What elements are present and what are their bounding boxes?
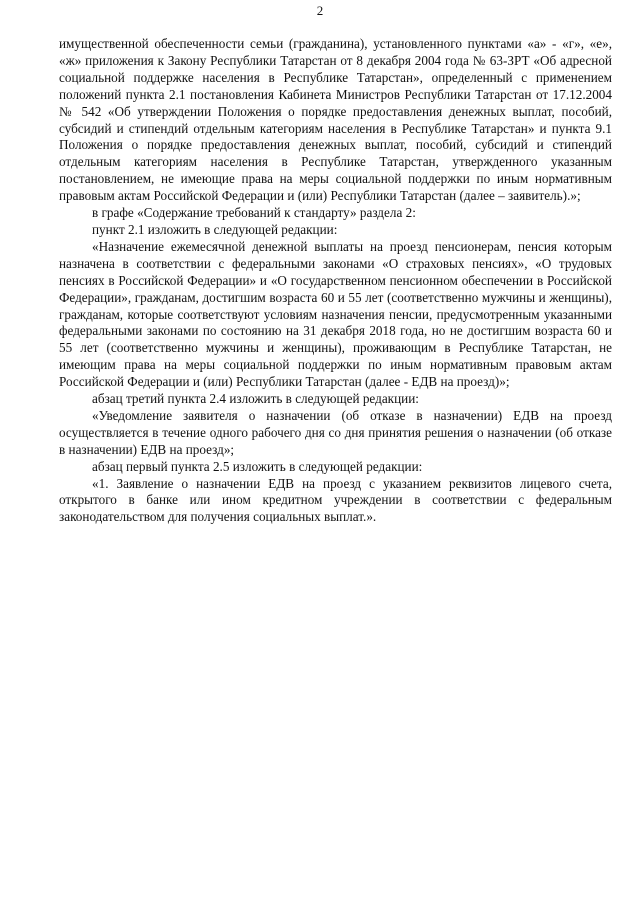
paragraph-item-2-4-text: «Уведомление заявителя о назначении (об отказе в назначении) ЕДВ на проезд осуществляется в течение одного рабочего дня со дня принятия решения о назначении (об отказе в назначении) ЕДВ на проезд»; [59,407,612,457]
paragraph-item-2-4-intro: абзац третий пункта 2.4 изложить в следующей редакции: [92,391,419,407]
paragraph-item-2-1-intro: пункт 2.1 изложить в следующей редакции: [92,221,338,237]
paragraph-item-2-5-intro: абзац первый пункта 2.5 изложить в следующей редакции: [92,458,423,474]
paragraph-item-2-1-text: «Назначение ежемесячной денежной выплаты на проезд пенсионерам, пенсия которым назначена в соответствии с федеральными законами «О страховых пенсиях», «О трудовых пенсиях в Российской Федерации» и «О государственном пенсионном обеспечении в Российской Федерации», гражданам, достигшим возраста 60 и 55 лет (соответственно мужчины и женщины), гражданам, которые соответствуют условиям назначения пенсии, предусмотренным указанными федеральными законами по состоянию на 31 декабря 2018 года, но не достигшим возраста 60 и 55 лет (соответственно мужчины и женщины), проживающим в Республике Татарстан, не имеющим права на меры социальной поддержки по иным нормативным правовым актам Российской Федерации и (или) Республики Татарстан (далее - ЕДВ на проезд)»; [59,238,612,390]
paragraph-section-2-heading: в графе «Содержание требований к стандарту» раздела 2: [92,205,416,221]
document-body [59,36,612,526]
paragraph-continuation: имущественной обеспеченности семьи (гражданина), установленного пунктами «а» - «г», «е», «ж» приложения к Закону Республики Татарстан от 8 декабря 2004 года № 63-ЗРТ «Об адресной социальной поддержке населения в Республике Татарстан», определенный с применением положений пункта 2.1 постановления Кабинета Министров Республики Татарстан от 17.12.2004 № 542 «Об утверждении Положения о порядке предоставления денежных выплат, пособий, субсидий и стипендий отдельным категориям населения в Республике Татарстан» и пункта 9.1 Положения о порядке предоставления денежных выплат, пособий, субсидий и стипендий отдельным категориям населения в Республике Татарстан, утвержденного указанным постановлением, не имеющие права на меры социальной поддержки по иным нормативным правовым актам Российской Федерации и (или) Республики Татарстан (далее – заявитель).»; [59,36,612,204]
page-number: 2 [316,3,324,18]
paragraph-item-2-5-text: «1. Заявление о назначении ЕДВ на проезд с указанием реквизитов лицевого счета, открытого в банке или ином кредитном учреждении в соответствии с федеральным законодательством для получения социальных выплат.». [59,475,612,525]
